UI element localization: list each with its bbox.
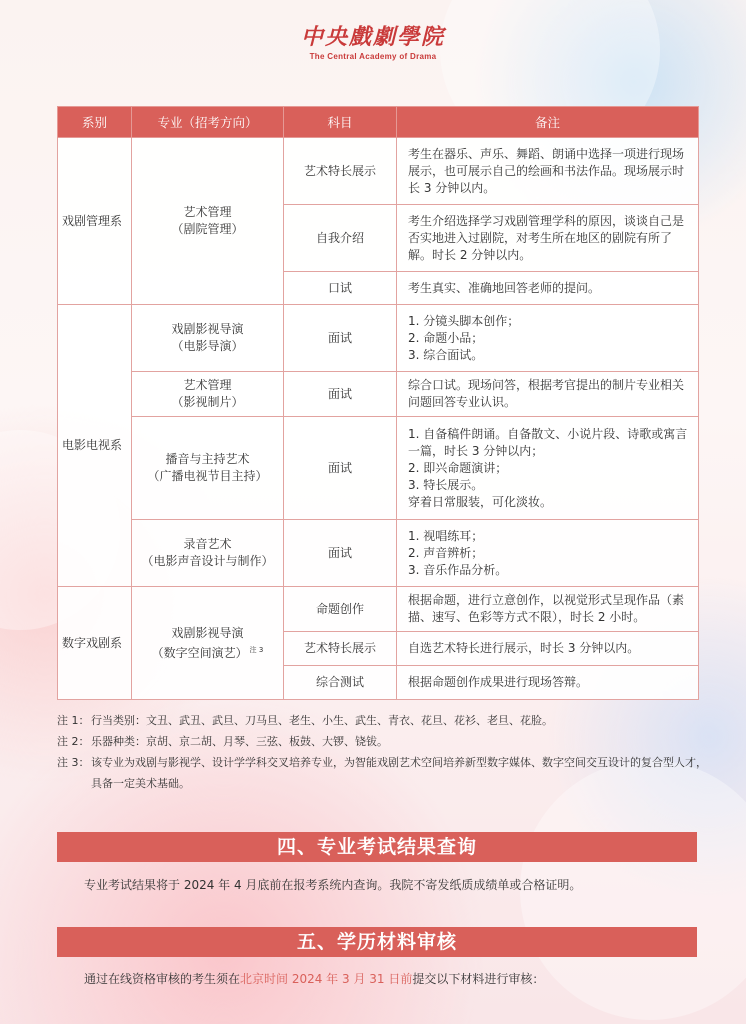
subject-cell: 自我介绍 — [284, 205, 397, 272]
note-cell: 1. 分镜头脚本创作； 2. 命题小品； 3. 综合面试。 — [397, 305, 699, 372]
table-row — [58, 138, 699, 205]
major-cell: 艺术管理 （剧院管理） — [132, 138, 284, 305]
subject-cell: 面试 — [284, 305, 397, 372]
column-header: 科目 — [284, 107, 397, 138]
logo-chinese: 中央戲劇學院 — [300, 24, 445, 50]
subject-cell: 面试 — [284, 372, 397, 417]
note-cell: 1. 自备稿件朗诵。自备散文、小说片段、诗歌或寓言一篇，时长 3 分钟以内； 2. 即兴命题演讲； 3. 特长展示。 穿着日常服装，可化淡妆。 — [397, 417, 699, 520]
exam-subjects-table — [57, 106, 699, 700]
section-5-text-after: 提交以下材料进行审核： — [412, 972, 545, 986]
footnote-label: 注 2： — [57, 735, 90, 748]
note-cell: 根据命题创作成果进行现场答辩。 — [397, 666, 699, 700]
table-row — [58, 417, 699, 520]
footnote-text: 该专业为戏剧与影视学、设计学学科交叉培养专业，为智能戏剧艺术空间培养新型数字媒体、数字空间交互设计的复合型人才，具备一定美术基础。 — [91, 756, 707, 790]
table-row — [58, 520, 699, 587]
department-cell: 电影电视系 — [58, 305, 132, 587]
table-header-row — [58, 107, 699, 138]
table-row — [58, 587, 699, 632]
note-cell: 考生在器乐、声乐、舞蹈、朗诵中选择一项进行现场展示，也可展示自己的绘画和书法作品。现场展示时长 3 分钟以内。 — [397, 138, 699, 205]
department-cell: 戏剧管理系 — [58, 138, 132, 305]
footnote-text: 行当类别：文丑、武丑、武旦、刀马旦、老生、小生、武生、青衣、花旦、花衫、老旦、花脸。 — [91, 714, 553, 727]
subject-cell: 艺术特长展示 — [284, 632, 397, 666]
column-header: 系别 — [58, 107, 132, 138]
note-cell: 考生介绍选择学习戏剧管理学科的原因，谈谈自己是否实地进入过剧院，对考生所在地区的剧院有所了解。时长 2 分钟以内。 — [397, 205, 699, 272]
note-cell: 综合口试。现场问答，根据考官提出的制片专业相关问题回答专业认识。 — [397, 372, 699, 417]
section-4-text: 专业考试结果将于 2024 年 4 月底前在报考系统内查询。我院不寄发纸质成绩单或合格证明。 — [84, 878, 582, 892]
logo-english: The Central Academy of Drama — [309, 52, 437, 61]
subject-cell: 面试 — [284, 520, 397, 587]
deadline-highlight: 北京时间 2024 年 3 月 31 日前 — [240, 972, 413, 986]
footnote-item — [57, 731, 707, 752]
footnote-label: 注 3： — [57, 756, 90, 769]
footnote-item — [57, 710, 707, 731]
subject-cell: 口试 — [284, 272, 397, 305]
section-4-title: 四、专业考试结果查询 — [57, 832, 697, 862]
footnote-item — [57, 752, 707, 794]
table-row — [58, 305, 699, 372]
column-header: 专业（招考方向） — [132, 107, 284, 138]
department-cell: 数字戏剧系 — [58, 587, 132, 700]
note-cell: 根据命题，进行立意创作，以视觉形式呈现作品（素描、速写、色彩等方式不限），时长 2 小时。 — [397, 587, 699, 632]
footnote-label: 注 1： — [57, 714, 90, 727]
major-label: 戏剧影视导演 （数字空间演艺） — [151, 625, 248, 660]
note-cell: 自选艺术特长进行展示，时长 3 分钟以内。 — [397, 632, 699, 666]
table-row — [58, 372, 699, 417]
subject-cell: 面试 — [284, 417, 397, 520]
footnote-text: 乐器种类：京胡、京二胡、月琴、三弦、板鼓、大锣、铙钹。 — [91, 735, 388, 748]
section-5-text — [84, 970, 544, 987]
major-cell: 艺术管理 （影视制片） — [132, 372, 284, 417]
subject-cell: 命题创作 — [284, 587, 397, 632]
major-cell — [132, 587, 284, 700]
section-5-title: 五、学历材料审核 — [57, 927, 697, 957]
note-cell: 1. 视唱练耳； 2. 声音辨析； 3. 音乐作品分析。 — [397, 520, 699, 587]
academy-logo — [0, 24, 746, 61]
section-5-text-before: 通过在线资格审核的考生须在 — [84, 972, 241, 986]
major-cell: 戏剧影视导演 （电影导演） — [132, 305, 284, 372]
subject-cell: 综合测试 — [284, 666, 397, 700]
footnotes — [57, 710, 707, 794]
note-cell: 考生真实、准确地回答老师的提问。 — [397, 272, 699, 305]
footnote-marker: 注 3 — [249, 645, 264, 654]
column-header: 备注 — [397, 107, 699, 138]
major-cell: 录音艺术 （电影声音设计与制作） — [132, 520, 284, 587]
major-cell: 播音与主持艺术 （广播电视节目主持） — [132, 417, 284, 520]
subject-cell: 艺术特长展示 — [284, 138, 397, 205]
